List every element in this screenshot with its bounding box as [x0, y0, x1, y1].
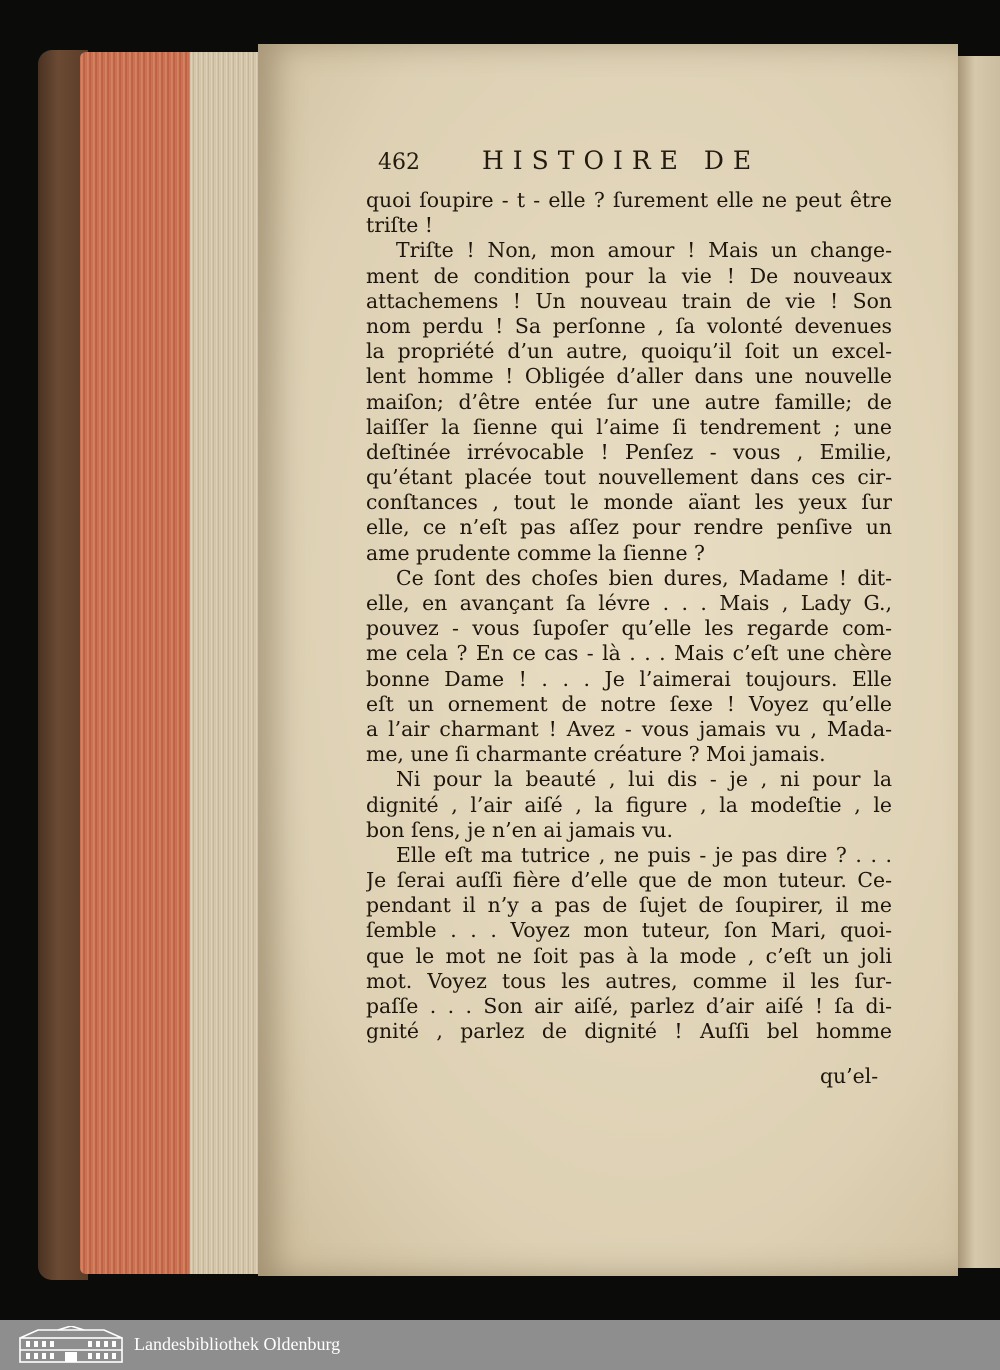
facing-page-edge	[958, 56, 1000, 1268]
text-line: quoi ſoupire - t - elle ? ſurement elle ne peut être	[366, 188, 892, 212]
text-line: elle, en avançant ſa lévre . . . Mais , Lady G.,	[366, 591, 892, 615]
library-building-icon	[18, 1326, 124, 1364]
page-header	[378, 146, 898, 186]
body-text	[366, 188, 892, 1044]
footer-bar	[0, 1320, 1000, 1370]
text-line: ame prudente comme la ſienne ?	[366, 540, 705, 565]
running-title: HISTOIRE DE	[482, 146, 761, 175]
text-line: dignité , l’air aiſé , la figure , la modeſtie , le	[366, 792, 892, 817]
text-line: conſtances , tout le monde aïant les yeux ſur	[366, 490, 892, 515]
text-line: Elle eſt ma tutrice , ne puis - je pas dire ? . . .	[396, 842, 892, 867]
text-line: Triſte ! Non, mon amour ! Mais un change-	[396, 238, 892, 263]
catchword: qu’el-	[820, 1064, 879, 1088]
text-line: a l’air charmant ! Avez - vous jamais vu , Mada-	[366, 716, 892, 741]
text-line: bonne Dame ! . . . Je l’aimerai toujours. Elle	[366, 666, 892, 691]
text-line: bon ſens, je n’en ai jamais vu.	[366, 817, 674, 842]
text-line: paſſe . . . Son air aiſé, parlez d’air aiſé ! ſa di-	[366, 994, 892, 1018]
text-line: eſt un ornement de notre ſexe ! Voyez qu’elle	[366, 691, 892, 716]
library-name: Landesbibliothek Oldenburg	[134, 1334, 341, 1354]
text-line: Ni pour la beauté , lui dis - je , ni pour la	[396, 767, 892, 792]
text-line: me cela ? En ce cas - là . . . Mais c’eſt une chère	[366, 641, 892, 666]
text-line: Je ſerai auſſi fière d’elle que de mon tuteur. Ce-	[366, 868, 892, 893]
text-line: triſte !	[366, 213, 433, 238]
text-line: pouvez - vous ſupoſer qu’elle les regarde com-	[366, 616, 892, 641]
text-line: pendant il n’y a pas de ſujet de ſoupirer, il me	[366, 893, 892, 918]
text-line: ment de condition pour la vie ! De nouveaux	[366, 263, 892, 288]
text-line: Ce ſont des choſes bien dures, Madame ! dit-	[396, 565, 892, 590]
text-line: attachemens ! Un nouveau train de vie ! Son	[366, 288, 892, 313]
text-line: qu’étant placée tout nouvellement dans ces cir-	[366, 465, 892, 490]
text-line: mot. Voyez tous les autres, comme il les ſur-	[366, 968, 892, 993]
text-line: deſtinée irrévocable ! Penſez - vous , Emilie,	[366, 439, 892, 464]
text-line: laiſſer la ſienne qui l’aime ſi tendrement ; une	[366, 414, 892, 439]
text-line: elle, ce n’eſt pas aſſez pour rendre penſive un	[366, 515, 892, 540]
text-line: nom perdu ! Sa perſonne , ſa volonté devenues	[366, 313, 892, 338]
text-line: ſemble . . . Voyez mon tuteur, ſon Mari, quoi-	[366, 918, 892, 943]
page-edges	[80, 52, 260, 1274]
text-line: lent homme ! Obligée d’aller dans une nouvelle	[366, 364, 892, 389]
text-line: maiſon; d’être entée ſur une autre famille; de	[366, 389, 892, 414]
text-line: me, une ſi charmante créature ? Moi jamais.	[366, 742, 826, 767]
text-line: la propriété d’un autre, quoiqu’il ſoit un excel-	[366, 339, 892, 364]
text-line: que le mot ne ſoit pas à la mode , c’eſt un joli	[366, 943, 892, 968]
page-number: 462	[378, 150, 420, 175]
text-line: gnité , parlez de dignité ! Auſſi bel homme	[366, 1019, 892, 1044]
